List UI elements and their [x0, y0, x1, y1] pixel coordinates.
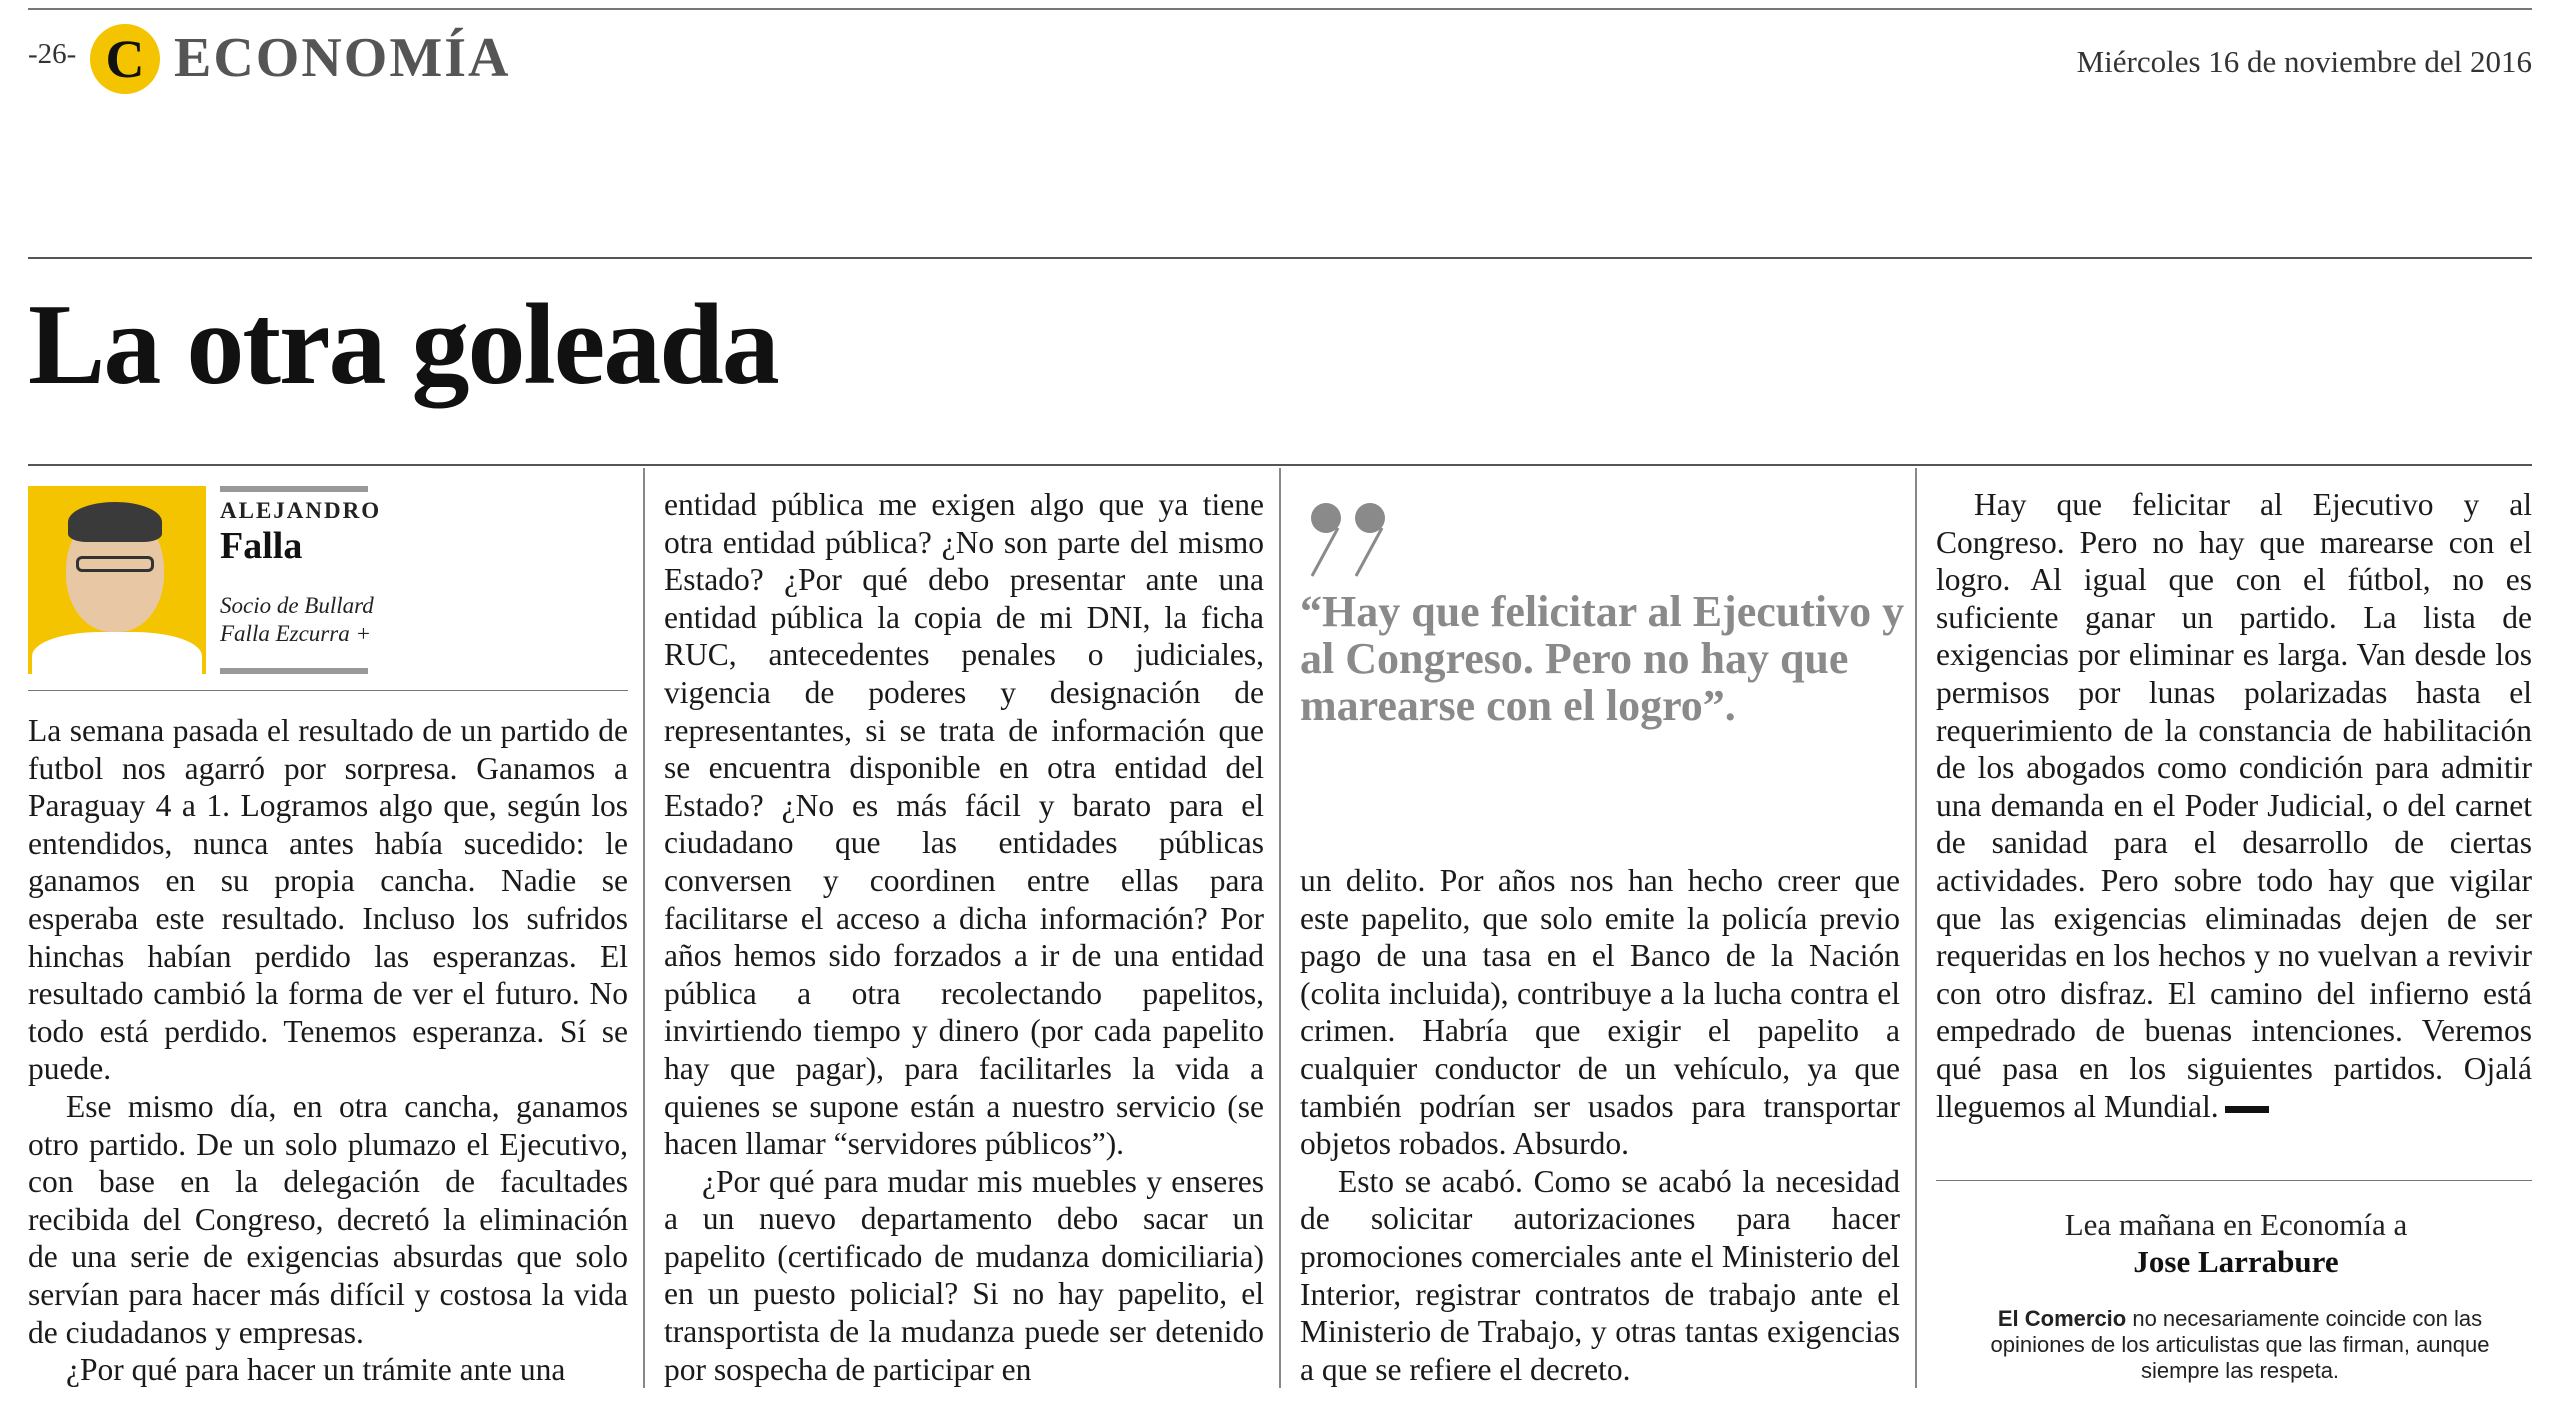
pull-quote: “Hay que felicitar al Ejecutivo y al Congreso. Pero no hay que marearse con el logro”.: [1300, 587, 1905, 730]
article-column-2: [664, 486, 1264, 1388]
author-photo: [28, 486, 206, 674]
paragraph: Ese mismo día, en otra cancha, ganamos otro partido. De un solo plumazo el Ejecutivo, con base en la delegación de facultades recibida del Congreso, decretó la eliminación de una serie de exigencias absurdas que solo servían para hacer más difícil y costosa la vida de ciudadanos y empresas.: [28, 1088, 628, 1350]
issue-date: Miércoles 16 de noviembre del 2016: [2076, 44, 2532, 79]
author-bar-bottom: [220, 668, 368, 674]
author-last-name: Falla: [220, 525, 303, 567]
paragraph: un delito. Por años nos han hecho creer que este papelito, que solo emite la policía previo pago de una tasa en el Banco de la Nación (colita incluida), contribuye a la lucha contra el crimen. Habría que exigir el papelito a cualquier conductor de un vehículo, ya que también podrían ser usados para transportar objetos robados. Absurdo.: [1300, 863, 1900, 1162]
paragraph: Hay que felicitar al Ejecutivo y al Congreso. Pero no hay que marearse con el logro. Al igual que con el fútbol, no es suficiente ganar un partido. La lista de exigencias por eliminar es larga. Van desde los permisos por lunas polarizadas hasta el requerimiento de la constancia de habilitación de los abogados como condición para admitir una demanda en el Poder Judicial, o del carnet de sanidad para el desarrollo de ciertas actividades. Pero sobre todo hay que vigilar que las exigencias eliminadas dejen de ser requeridas en los hechos y no vuelvan a revivir con otro disfraz. El camino del infierno está empedrado de buenas intenciones. Veremos qué pasa en los siguientes partidos. Ojalá lleguemos al Mundial.: [1936, 487, 2532, 1124]
disclaimer: El Comercio no necesariamente coincide con las opiniones de los articulistas que las firman, aunque siempre las respeta.: [1990, 1306, 2490, 1383]
top-rule: [28, 8, 2532, 10]
article-column-4: [1936, 486, 2532, 1125]
author-divider: [28, 690, 628, 691]
article-column-1: [28, 712, 628, 1389]
article-column-3: [1300, 862, 1900, 1388]
paragraph: La semana pasada el resultado de un partido de futbol nos agarró por sorpresa. Ganamos a Paraguay 4 a 1. Logramos algo que, según los entendidos, nunca antes había sucedido: le ganamos en su propia cancha. Nadie se esperaba este resultado. Incluso los sufridos hinchas habían perdido las esperanzas. El resultado cambió la forma de ver el futuro. No todo está perdido. Tenemos esperanza. Sí se puede.: [28, 713, 628, 1087]
headline-bottom-rule: [28, 464, 2532, 466]
column-divider-3: [1915, 468, 1917, 1388]
author-box: [28, 486, 628, 676]
author-first-name: ALEJANDRO: [220, 498, 382, 523]
quote-marks-icon: [1308, 498, 1408, 588]
newspaper-logo-icon: C: [90, 24, 160, 94]
next-article-rule: [1936, 1180, 2532, 1181]
paragraph: entidad pública me exigen algo que ya tiene otra entidad pública? ¿No son parte del mismo Estado? ¿Por qué debo presentar ante una entidad pública la copia de mi DNI, la ficha RUC, antecedentes penales o judiciales, vigencia de poderes y designación de representantes, si se trata de información que se encuentra disponible en otra entidad del Estado? ¿No es más fácil y barato para el ciudadano que las entidades públicas conversen y coordinen entre ellas para facilitarse el acceso a dicha información? Por años hemos sido forzados a ir de una entidad pública a otra recolectando papelitos, invirtiendo tiempo y dinero (por cada papelito hay que pagar), para facilitarles la vida a quienes se supone están a nuestro servicio (se hacen llamar “servidores públicos”).: [664, 487, 1264, 1162]
author-role: Socio de Bullard Falla Ezcurra +: [220, 593, 374, 646]
page-number: -26-: [28, 38, 77, 70]
paragraph: ¿Por qué para mudar mis muebles y enseres a un nuevo departamento debo sacar un papelito (certificado de mudanza domiciliaria) en un puesto policial? Si no hay papelito, el transportista de la mudanza puede ser detenido por sospecha de participar en: [664, 1163, 1264, 1387]
next-article-label: Lea mañana en Economía a: [2064, 1207, 2408, 1242]
headline-top-rule: [28, 257, 2532, 259]
end-of-article-mark: [2225, 1106, 2269, 1113]
next-article-author: Jose Larrabure: [2133, 1244, 2339, 1279]
paragraph: ¿Por qué para hacer un trámite ante una: [66, 1352, 566, 1388]
page-header: [28, 24, 2532, 104]
paragraph: Esto se acabó. Como se acabó la necesidad de solicitar autorizaciones para hacer promociones comerciales ante el Ministerio del Interior, registrar contratos de trabajo ante el Ministerio de Trabajo, y otras tantas exigencias a que se refiere el decreto.: [1300, 1163, 1900, 1387]
column-divider-2: [1279, 468, 1281, 1388]
column-divider-1: [643, 468, 645, 1388]
article-headline: La otra goleada: [28, 281, 778, 409]
author-bar-top: [220, 486, 368, 492]
section-title: ECONOMÍA: [174, 27, 511, 89]
